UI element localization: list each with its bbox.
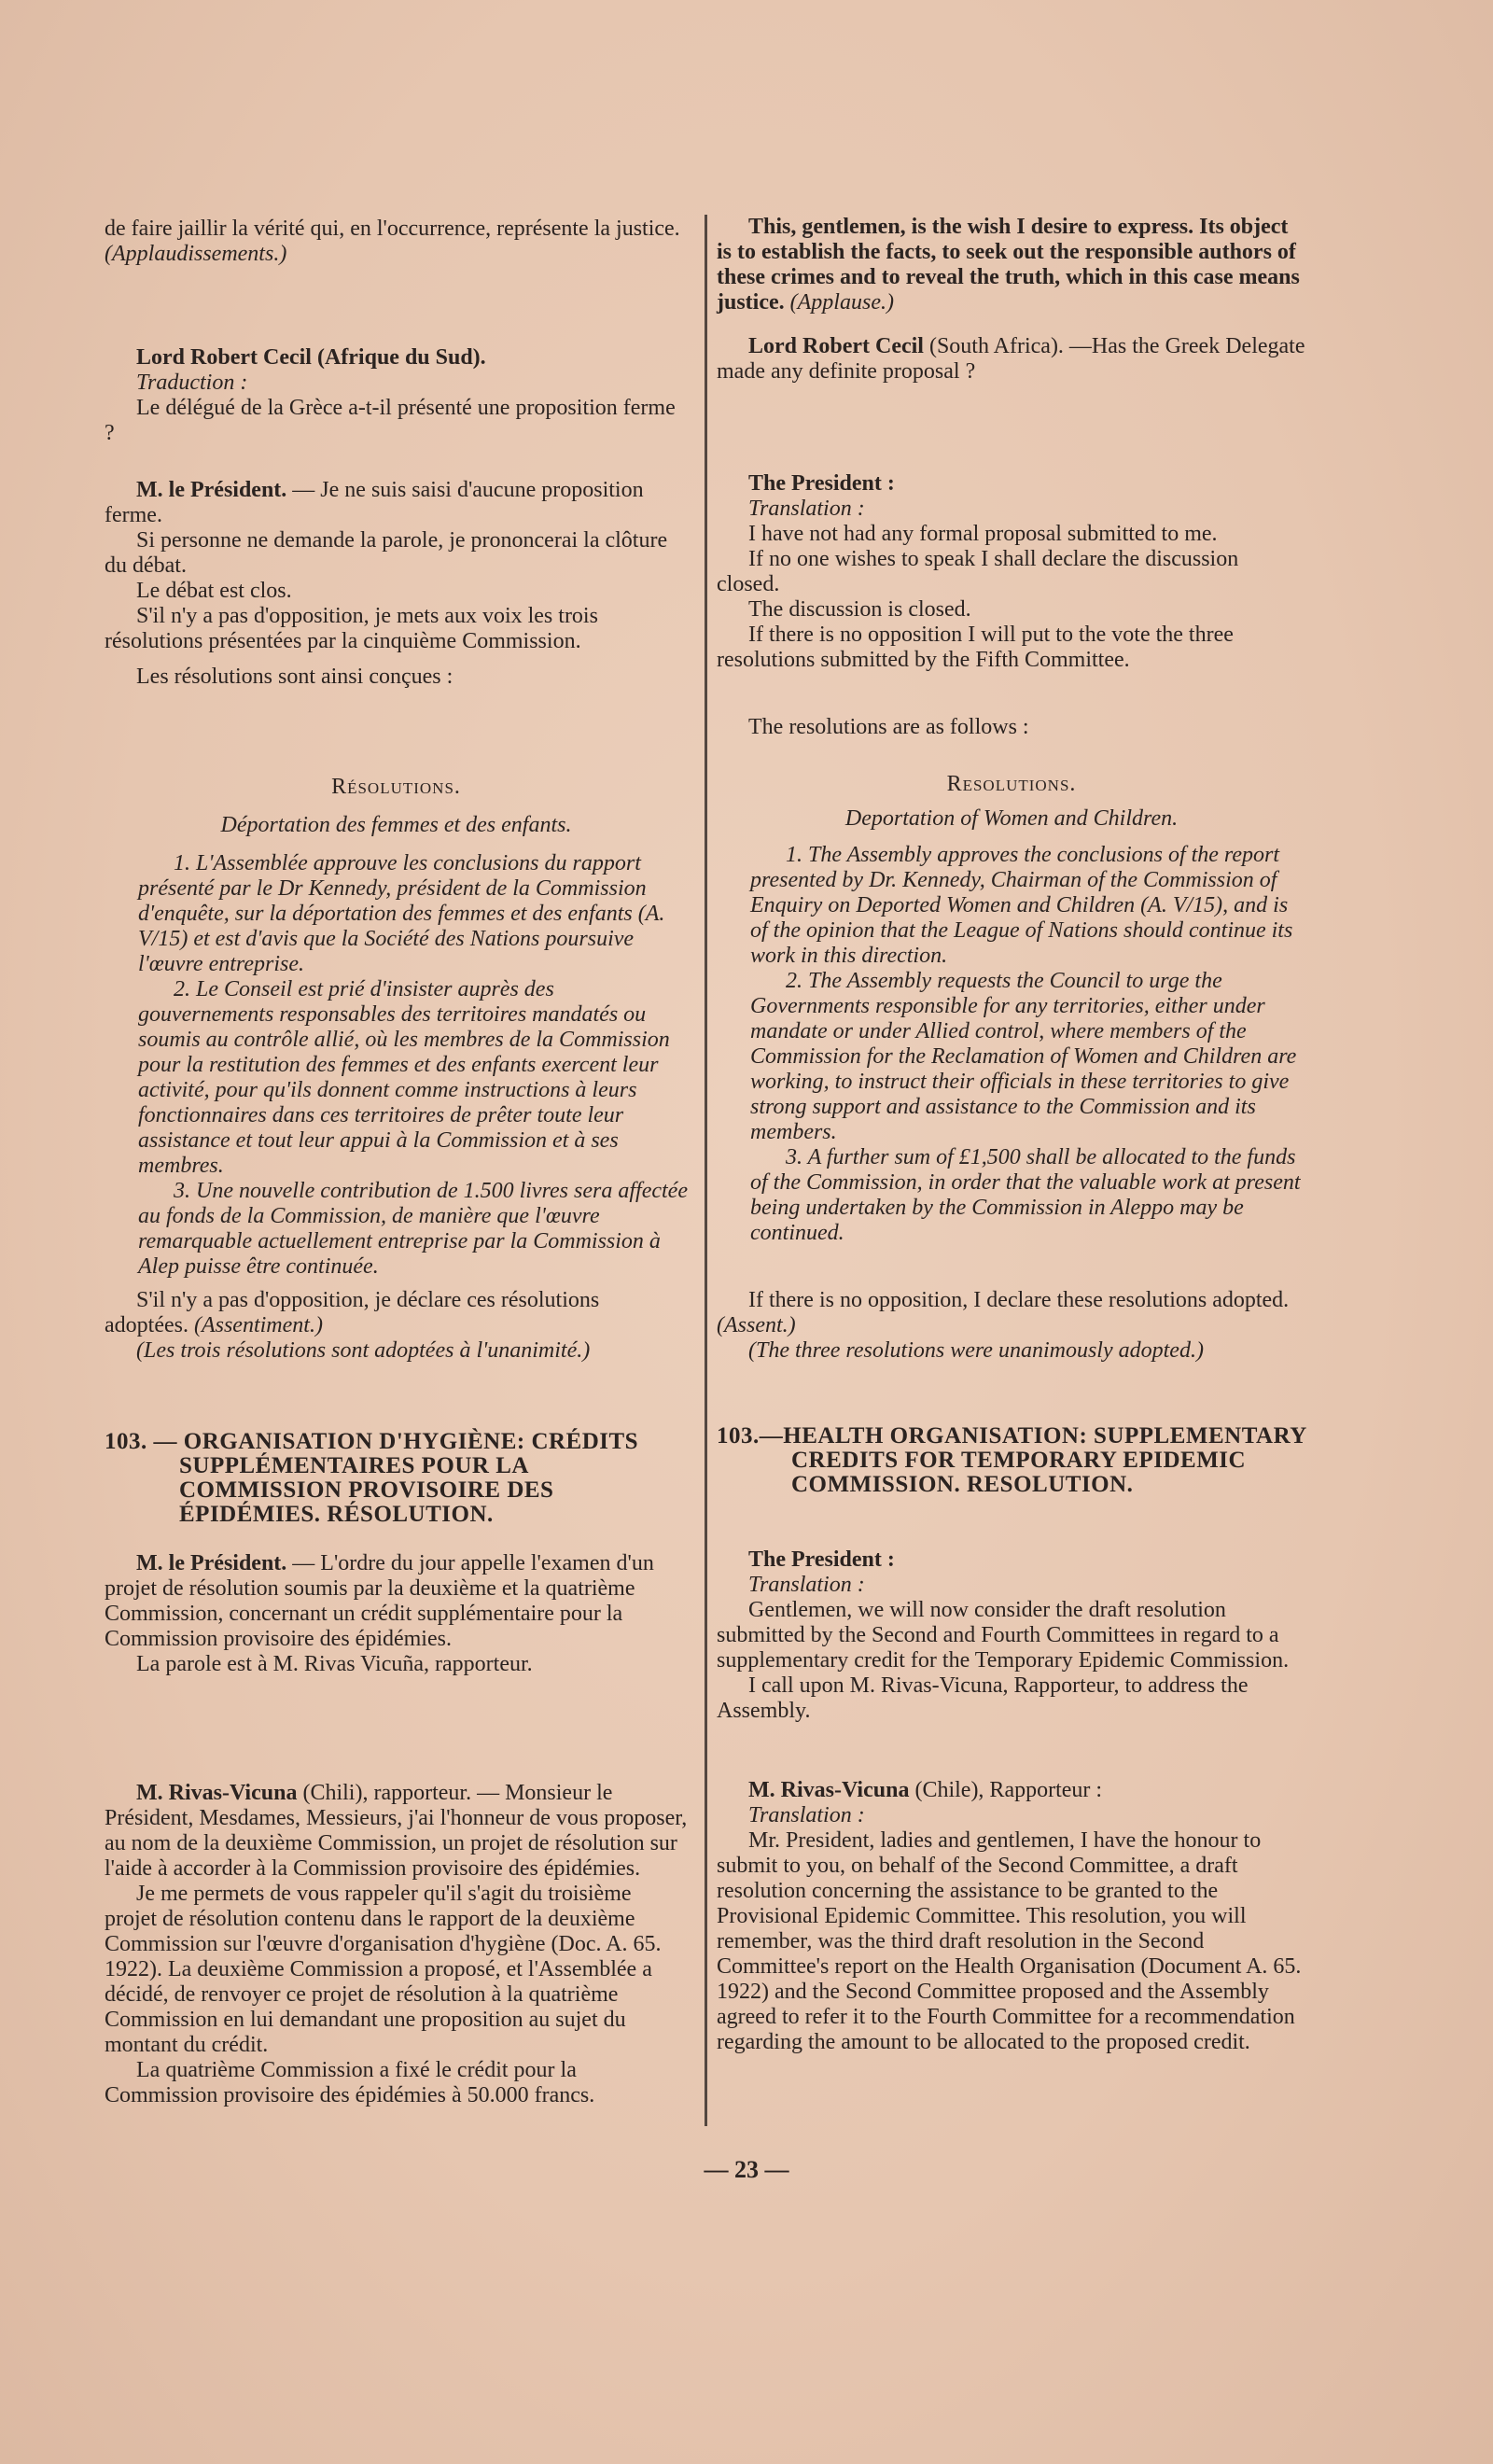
en-opening-paragraph	[717, 215, 1306, 315]
fr-p1-applause: (Applaudissements.)	[105, 242, 287, 266]
en-p1-applause: (Applause.)	[789, 290, 894, 315]
en-rivas-text: Mr. President, ladies and gentlemen, I have the honour to submit to you, on behalf of the Second Committee, a draft resolution concerning the assistance to be granted to the Provisional Epidemic Committee. This resolution, you will remember, was the third draft resolution in the Second Committee's report on the Health Organisation (Document A. 65. 1922) and the Second Committee proposed and the Assembly agreed to refer it to the Fourth Committee for a recommendation regarding the amount to be allocated to the proposed credit.	[717, 1828, 1302, 2054]
fr-president-p3: Le débat est clos.	[136, 579, 292, 603]
en-rivas-role: (Chile), Rapporteur :	[909, 1778, 1103, 1802]
en-item-translation: Translation :	[748, 1573, 865, 1597]
en-president-text: I have not had any formal proposal submitted to me.	[748, 522, 1218, 546]
fr-res1: 1. L'Assemblée approuve les conclusions du rapport présenté par le Dr Kennedy, président de la Commission d'enquête, sur la déportation des femmes et des enfants (A. V/15) et est d'avis que la Société des Nations poursuive l'œuvre entreprise.	[138, 851, 665, 976]
fr-cecil-speaker: Lord Robert Cecil (Afrique du Sud).	[136, 345, 486, 370]
fr-item-president-p2: La parole est à M. Rivas Vicuña, rapporteur.	[136, 1652, 533, 1676]
fr-president-p2: Si personne ne demande la parole, je prononcerai la clôture du débat.	[105, 528, 668, 578]
fr-rivas-block	[105, 1781, 688, 2108]
en-item-president: The President :	[748, 1547, 895, 1572]
fr-president-speaker: M. le Président.	[136, 478, 287, 502]
en-res2: 2. The Assembly requests the Council to urge the Governments responsible for any territories, either under mandate or under Allied control, where members of the Commission for the Reclamation of Women and Children are working, to instruct their officials in these territories to give strong support and assistance to the Commission and its members.	[750, 969, 1297, 1144]
en-item-heading: 103.—HEALTH ORGANISATION: SUPPLEMENTARY CREDITS FOR TEMPORARY EPIDEMIC COMMISSION. RESOLUTION.	[717, 1423, 1306, 1497]
en-adopt-assent: (Assent.)	[717, 1313, 796, 1337]
fr-res3: 3. Une nouvelle contribution de 1.500 livres sera affectée au fonds de la Commission, de manière que l'œuvre remarquable actuellement entreprise par la Commission à Alep puisse être continuée.	[138, 1179, 688, 1279]
fr-item-president: M. le Président.	[136, 1551, 287, 1575]
en-president-p4: If there is no opposition I will put to the vote the three resolutions submitted by the Fifth Committee.	[717, 623, 1234, 672]
en-resolutions-subtitle: Deportation of Women and Children.	[844, 806, 1179, 831]
column-divider	[705, 215, 707, 2126]
en-resolutions-title: Resolutions.	[946, 772, 1077, 796]
en-president-speaker: The President :	[748, 471, 895, 496]
en-resolutions-intro	[717, 715, 1306, 740]
fr-adopt: S'il n'y a pas d'opposition, je déclare ces résolutions adoptées.	[105, 1288, 600, 1337]
en-rivas-translation: Translation :	[748, 1803, 865, 1827]
en-item-president-text: Gentlemen, we will now consider the draft resolution submitted by the Second and Fourth Committees in regard to a supplementary credit for the Temporary Epidemic Commission.	[717, 1598, 1290, 1673]
fr-item-heading: 103. — ORGANISATION D'HYGIÈNE: CRÉDITS SUPPLÉMENTAIRES POUR LA COMMISSION PROVISOIRE DES ÉPIDÉMIES. RÉSOLUTION.	[105, 1429, 639, 1527]
en-res3: 3. A further sum of £1,500 shall be allocated to the funds of the Commission, in order that the valuable work at present being undertaken by the Commission in Aleppo may be continued.	[750, 1145, 1301, 1245]
en-item-president-p2: I call upon M. Rivas-Vicuna, Rapporteur, to address the Assembly.	[717, 1673, 1249, 1723]
en-resolutions-intro-text: The resolutions are as follows :	[748, 715, 1029, 739]
fr-adopt-unanimous: (Les trois résolutions sont adoptées à l'unanimité.)	[136, 1338, 591, 1363]
fr-rivas-role: (Chili), rapporteur.	[297, 1781, 472, 1805]
fr-resolutions-subtitle: Déportation des femmes et des enfants.	[220, 813, 572, 837]
fr-item-heading-block	[105, 1430, 688, 1527]
fr-cecil-text: Le délégué de la Grèce a-t-il présenté une proposition ferme ?	[105, 396, 676, 445]
fr-res2: 2. Le Conseil est prié d'insister auprès des gouvernements responsables des territoires mandatés ou soumis au contrôle allié, où les membres de la Commission pour la restitution des femmes et des enfants exercent leur activité, pour qu'ils donnent comme instructions à leurs fonctionnaires dans ces territoires de prêter toute leur assistance et tout leur appui à la Commission et à ses membres.	[138, 977, 670, 1178]
fr-rivas-text: — Monsieur le Président, Mesdames, Messieurs, j'ai l'honneur de vous proposer, au nom de la deuxième Commission, un projet de résolution sur l'aide à accorder à la Commission provisoire des épidémies.	[105, 1781, 688, 1881]
en-cecil-block	[717, 334, 1306, 385]
fr-cecil-translation: Traduction :	[136, 371, 248, 395]
en-resolutions-block	[717, 772, 1306, 1246]
en-p1: This, gentlemen, is the wish I desire to express. Its object is to establish the facts, to seek out the responsible authors of these crimes and to reveal the truth, which in this case means justice.	[717, 215, 1300, 315]
en-adopt-block	[717, 1288, 1306, 1364]
fr-resolutions-intro	[105, 665, 688, 690]
fr-resolutions-intro-text: Les résolutions sont ainsi conçues :	[136, 665, 453, 689]
en-adopt-unanimous: (The three resolutions were unanimously adopted.)	[748, 1338, 1204, 1363]
en-president-p3: The discussion is closed.	[748, 597, 971, 622]
en-item-heading-block	[717, 1424, 1306, 1497]
fr-adopt-block	[105, 1288, 688, 1364]
fr-item-president-text: — L'ordre du jour appelle l'examen d'un projet de résolution soumis par la deuxième et la quatrième Commission, concernant un crédit supplémentaire pour la Commission provisoire des épidémies.	[105, 1551, 654, 1651]
fr-p1: de faire jaillir la vérité qui, en l'occurrence, représente la justice.	[105, 217, 680, 241]
en-rivas-block	[717, 1778, 1306, 2055]
en-rivas-speaker: M. Rivas-Vicuna	[748, 1778, 910, 1802]
fr-rivas-p2: Je me permets de vous rappeler qu'il s'agit du troisième projet de résolution contenu dans le rapport de la deuxième Commission sur l'œuvre d'organisation d'hygiène (Doc. A. 65. 1922). La deuxième Commission a proposé, et l'Assemblée a décidé, de renvoyer ce projet de résolution à la quatrième Commission en lui demandant une proposition au sujet du montant du crédit.	[105, 1882, 662, 2057]
en-cecil-text: (South Africa). —Has the Greek Delegate made any definite proposal ?	[717, 334, 1305, 384]
fr-opening-paragraph	[105, 217, 688, 267]
fr-adopt-assent: (Assentiment.)	[193, 1313, 323, 1337]
fr-rivas-speaker: M. Rivas-Vicuna	[136, 1781, 298, 1805]
fr-president-block	[105, 478, 688, 654]
en-president-block	[717, 471, 1306, 673]
fr-resolutions-block	[105, 775, 688, 1280]
en-adopt: If there is no opposition, I declare these resolutions adopted.	[748, 1288, 1290, 1312]
fr-president-text: — Je ne suis saisi d'aucune proposition ferme.	[105, 478, 644, 527]
fr-item-president-block	[105, 1551, 688, 1677]
fr-president-p4: S'il n'y a pas d'opposition, je mets aux voix les trois résolutions présentées par la cinquième Commission.	[105, 604, 598, 653]
en-item-president-block	[717, 1547, 1306, 1724]
en-president-p2: If no one wishes to speak I shall declare the discussion closed.	[717, 547, 1239, 596]
fr-cecil-block	[105, 345, 688, 446]
en-president-translation: Translation :	[748, 497, 865, 521]
page-number: — 23 —	[704, 2156, 789, 2183]
en-res1: 1. The Assembly approves the conclusions of the report presented by Dr. Kennedy, Chairman of the Commission of Enquiry on Deported Women and Children (A. V/15), and is of the opinion that the League of Nations should continue its work in this direction.	[750, 843, 1293, 968]
en-cecil-speaker: Lord Robert Cecil	[748, 334, 924, 358]
fr-resolutions-title: Résolutions.	[331, 775, 461, 799]
fr-rivas-p3: La quatrième Commission a fixé le crédit pour la Commission provisoire des épidémies à 50.000 francs.	[105, 2058, 595, 2107]
